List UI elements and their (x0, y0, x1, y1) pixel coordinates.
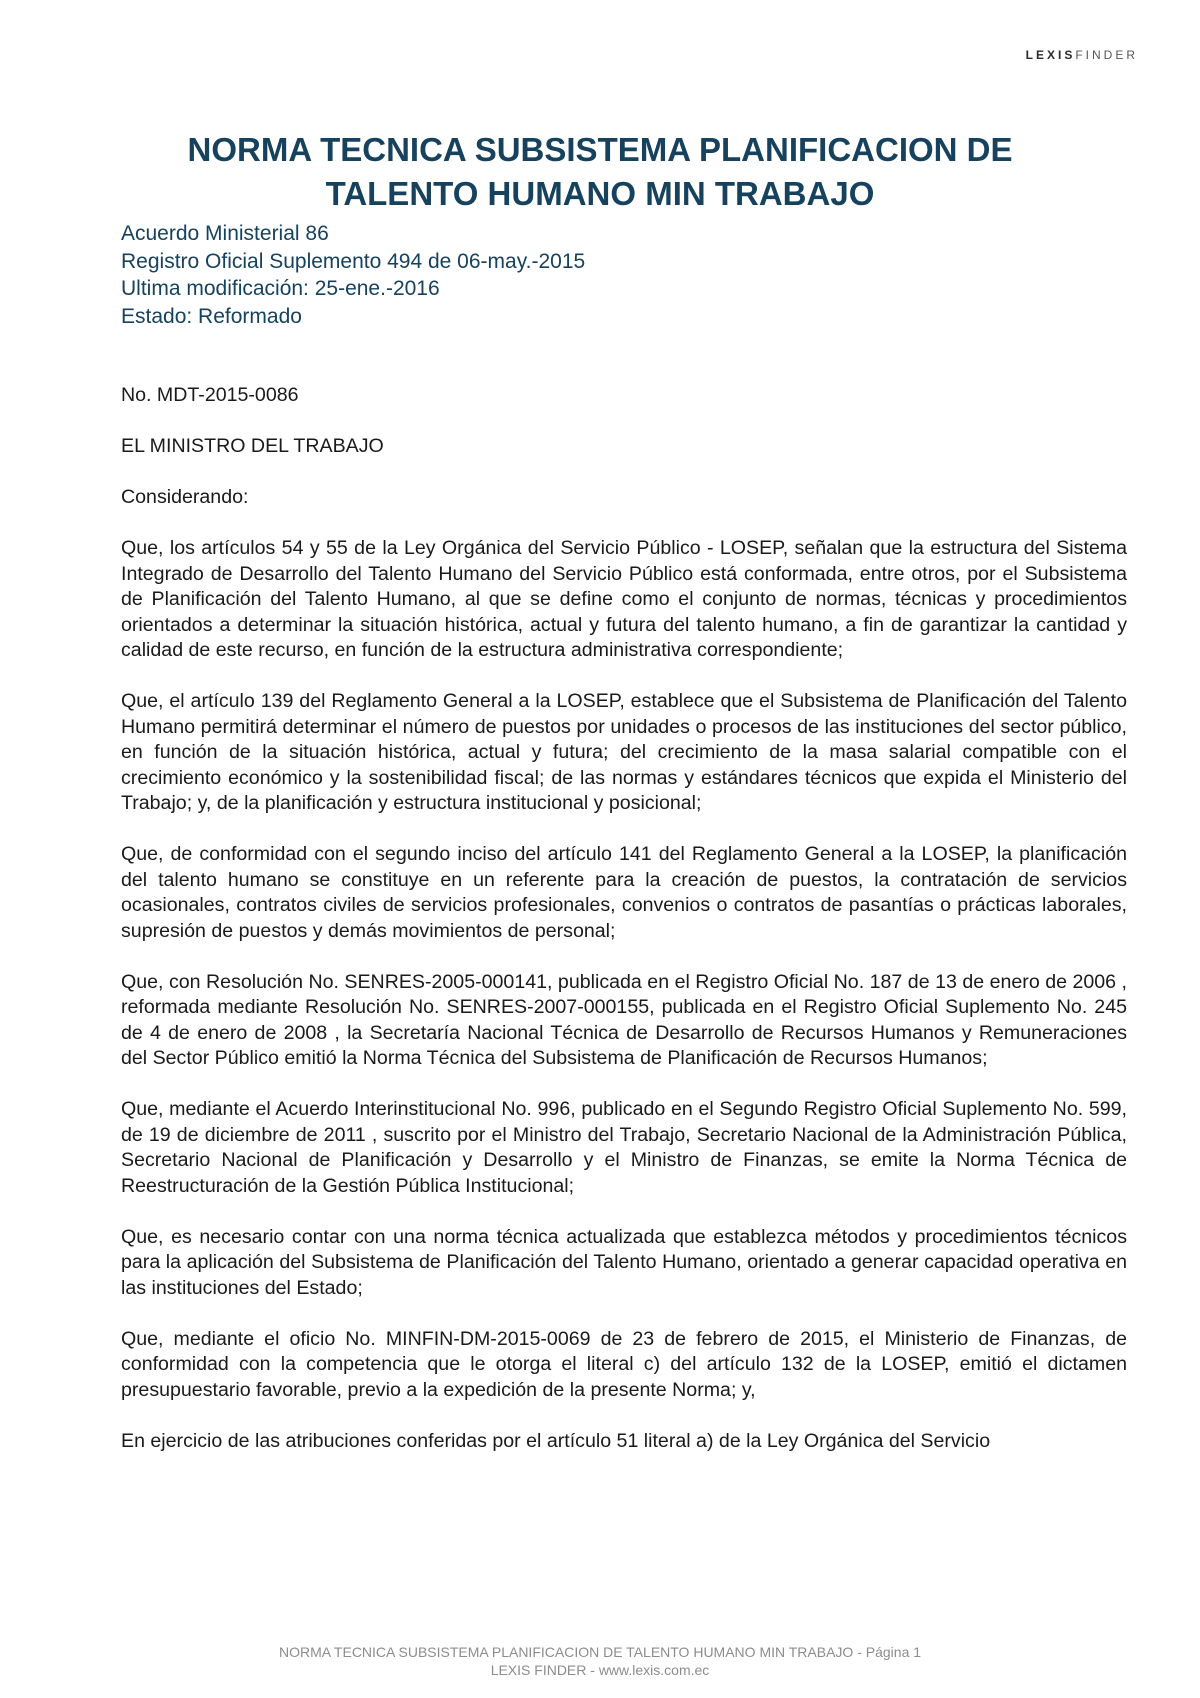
paragraph: Que, con Resolución No. SENRES-2005-000141, publicada en el Registro Oficial No. 187 de 13 de enero de 2006 , reformada mediante Resolución No. SENRES-2007-000155, publicada en el Registro Oficial Suplemento No. 245 de 4 de enero de 2008 , la Secretaría Nacional Técnica de Desarrollo de Recursos Humanos y Remuneraciones del Sector Público emitió la Norma Técnica del Subsistema de Planificación de Recursos Humanos; (121, 970, 1127, 1069)
paragraph: Que, de conformidad con el segundo inciso del artículo 141 del Reglamento General a la LOSEP, la planificación del talento humano se constituye en un referente para la creación de puestos, la contratación de servicios ocasionales, contratos civiles de servicios profesionales, convenios o contratos de pasantías o prácticas laborales, supresión de puestos y demás movimientos de personal; (121, 843, 1127, 942)
issuing-authority: EL MINISTRO DEL TRABAJO (121, 435, 384, 457)
document-metadata (121, 220, 1079, 330)
paragraph: Que, el artículo 139 del Reglamento General a la LOSEP, establece que el Subsistema de Planificación del Talento Humano permitirá determinar el número de puestos por unidades o procesos de las instituciones del sector público, en función de la situación histórica, actual y futura; del crecimiento de la masa salarial compatible con el crecimiento económico y la sostenibilidad fiscal; de las normas y estándares técnicos que expida el Ministerio del Trabajo; y, de la planificación y estructura institucional y posicional; (121, 690, 1127, 814)
document-title: NORMA TECNICA SUBSISTEMA PLANIFICACION DE TALENTO HUMANO MIN TRABAJO (187, 131, 1013, 212)
paragraph: Que, mediante el Acuerdo Interinstitucional No. 996, publicado en el Segundo Registro Oficial Suplemento No. 599, de 19 de diciembre de 2011 , suscrito por el Ministro del Trabajo, Secretario Nacional de la Administración Pública, Secretario Nacional de Planificación y Desarrollo y el Ministro de Finanzas, se emite la Norma Técnica de Reestructuración de la Gestión Pública Institucional; (121, 1098, 1127, 1197)
paragraph: En ejercicio de las atribuciones conferidas por el artículo 51 literal a) de la Ley Orgánica del Servicio (121, 1429, 991, 1452)
logo-light-text: FINDER (1075, 48, 1138, 62)
page-footer (0, 1643, 1200, 1679)
lexis-finder-logo (1026, 48, 1138, 62)
logo-bold-text: LEXIS (1025, 48, 1076, 62)
document-number: No. MDT-2015-0086 (121, 384, 299, 406)
meta-official-registry: Registro Oficial Suplemento 494 de 06-may.-2015 (121, 249, 586, 273)
considering-heading: Considerando: (121, 486, 249, 508)
paragraph: Que, los artículos 54 y 55 de la Ley Orgánica del Servicio Público - LOSEP, señalan que la estructura del Sistema Integrado de Desarrollo del Talento Humano del Servicio Público está conformada, entre otros, por el Subsistema de Planificación del Talento Humano, al que se define como el conjunto de normas, técnicas y procedimientos orientados a determinar la situación histórica, actual y futura del talento humano, a fin de garantizar la cantidad y calidad de este recurso, en función de la estructura administrativa correspondiente; (121, 537, 1127, 661)
meta-agreement: Acuerdo Ministerial 86 (121, 222, 329, 245)
footer-source: LEXIS FINDER - www.lexis.com.ec (490, 1662, 710, 1678)
document-body (121, 383, 1127, 1480)
footer-page-label: NORMA TECNICA SUBSISTEMA PLANIFICACION DE TALENTO HUMANO MIN TRABAJO - Página 1 (278, 1644, 922, 1660)
meta-last-modified: Ultima modificación: 25-ene.-2016 (121, 277, 440, 300)
paragraph: Que, mediante el oficio No. MINFIN-DM-2015-0069 de 23 de febrero de 2015, el Ministerio de Finanzas, de conformidad con la competencia que le otorga el literal c) del artículo 132 de la LOSEP, emitió el dictamen presupuestario favorable, previo a la expedición de la presente Norma; y, (121, 1327, 1127, 1401)
meta-status: Estado: Reformado (121, 304, 302, 328)
paragraph: Que, es necesario contar con una norma técnica actualizada que establezca métodos y procedimientos técnicos para la aplicación del Subsistema de Planificación del Talento Humano, orientado a generar capacidad operativa en las instituciones del Estado; (121, 1225, 1127, 1299)
